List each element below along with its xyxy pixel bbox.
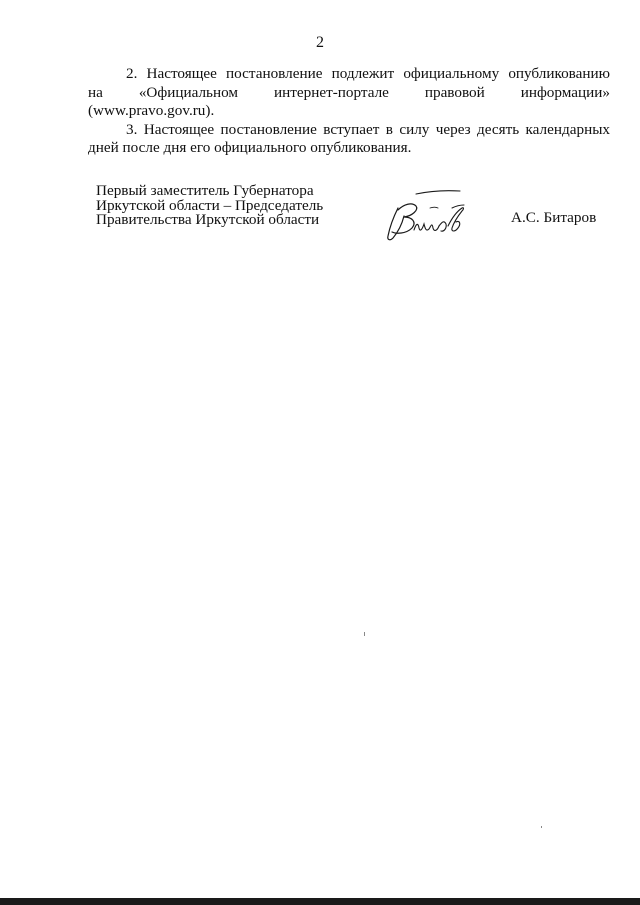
document-body xyxy=(88,65,610,158)
paragraph-3-line-1: 3. Настоящее постановление вступает в силу через десять календарных xyxy=(126,120,610,138)
paragraph-2-line-1: 2. Настоящее постановление подлежит официальному опубликованию xyxy=(126,65,610,82)
paragraph-3-line-2: дней после дня его официального опубликования. xyxy=(88,139,412,157)
signatory-title xyxy=(96,184,356,228)
signatory-title-line-2: Иркутской области – Председатель xyxy=(96,196,324,214)
scan-artifact xyxy=(541,826,542,828)
signatory-title-line-3: Правительства Иркутской области xyxy=(96,211,320,228)
scan-bottom-edge xyxy=(0,898,640,905)
paragraph-2-line-3: (www.pravo.gov.ru). xyxy=(88,102,215,120)
signatory-title-line-1: Первый заместитель Губернатора xyxy=(96,182,314,199)
scan-artifact xyxy=(364,632,365,636)
signatory-name: А.С. Битаров xyxy=(511,209,597,226)
paragraph-3 xyxy=(88,121,610,158)
paragraph-2 xyxy=(88,65,610,121)
handwritten-signature-icon xyxy=(378,186,478,242)
paragraph-2-line-2: на «Официальном интернет-портале правовой информации» xyxy=(88,83,610,101)
page-number: 2 xyxy=(316,34,324,51)
